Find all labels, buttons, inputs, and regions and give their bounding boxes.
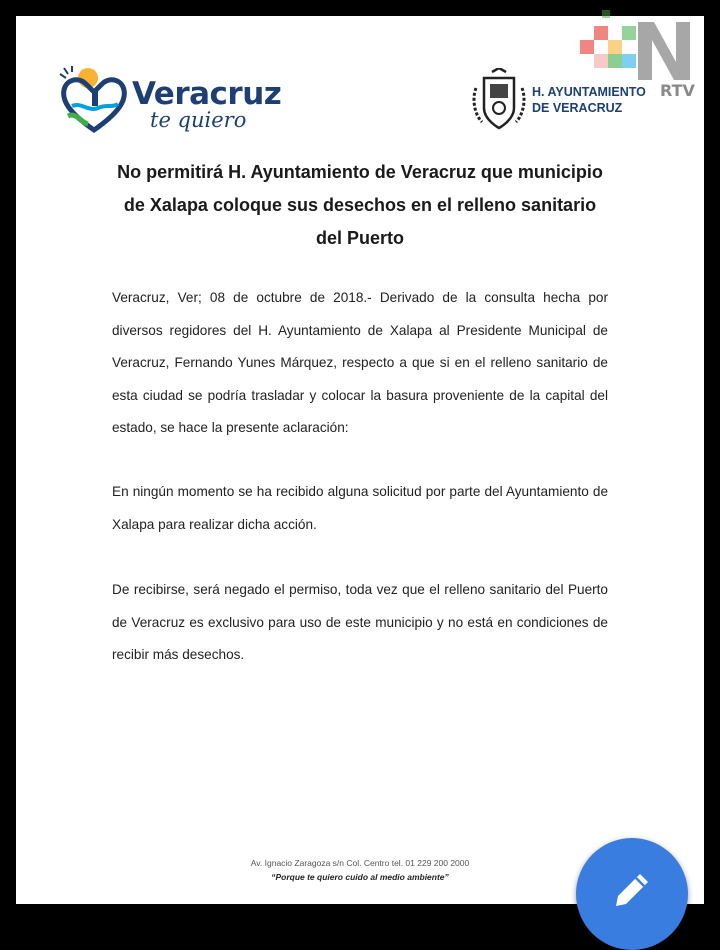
paragraph-3: De recibirse, será negado el permiso, toda vez que el relleno sanitario del Puerto de Veracruz es exclusivo para uso de este municipio y no está en condiciones de recibir más desechos.	[112, 582, 608, 662]
title-line-1: No permitirá H. Ayuntamiento de Veracruz que municipio	[117, 162, 603, 182]
press-release-title	[100, 156, 620, 255]
heart-logo-icon	[58, 66, 130, 134]
brand-tagline: te quiero	[150, 108, 247, 132]
document-page	[16, 16, 704, 904]
ayuntamiento-line1: H. AYUNTAMIENTO	[532, 85, 646, 99]
veracruz-te-quiero-logo	[58, 66, 282, 136]
paragraph-2: En ningún momento se ha recibido alguna solicitud por parte del Ayuntamiento de Xalapa para realizar dicha acción.	[112, 484, 608, 532]
ayuntamiento-line2: DE VERACRUZ	[532, 101, 623, 115]
screen-edge	[704, 0, 720, 904]
footer-address: Av. Ignacio Zaragoza s/n Col. Centro tel. 01 229 200 2000	[250, 858, 470, 868]
rtv-watermark	[562, 0, 702, 100]
title-line-2: de Xalapa coloque sus desechos en el relleno sanitario	[123, 195, 597, 215]
brand-name: Veracruz	[132, 76, 282, 112]
edit-fab-button[interactable]	[576, 838, 688, 950]
title-line-3: del Puerto	[315, 228, 404, 248]
pencil-icon	[610, 868, 654, 912]
footer-motto: “Porque te quiero cuido al medio ambiente”	[271, 872, 449, 882]
rtv-text: RTV	[660, 81, 695, 100]
paragraph-1: Veracruz, Ver; 08 de octubre de 2018.- Derivado de la consulta hecha por diversos regidores del H. Ayuntamiento de Xalapa al Presidente Municipal de Veracruz, Fernando Yunes Márquez, respecto a que si en el relleno sanitario de esta ciudad se podría trasladar y colocar la basura proveniente de la capital del estado, se hace la presente aclaración:	[112, 290, 608, 435]
coat-of-arms-icon	[472, 68, 526, 132]
